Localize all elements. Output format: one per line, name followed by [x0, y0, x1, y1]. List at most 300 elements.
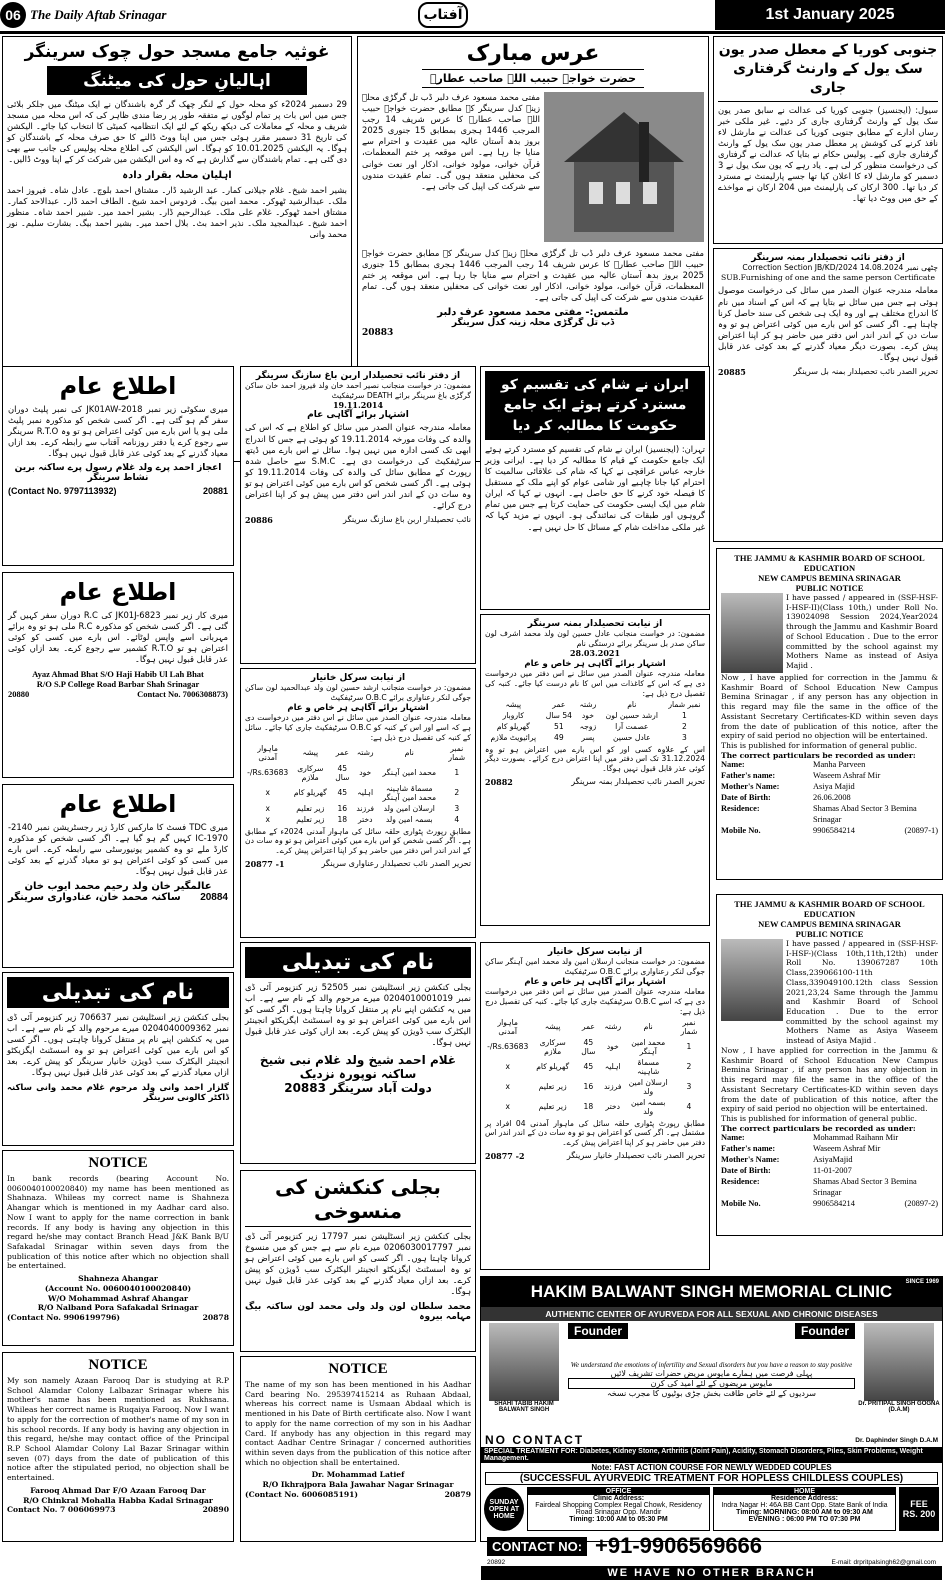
name-change-ad-1 [2, 972, 234, 1146]
clinic-number: 20892 [487, 1559, 506, 1566]
field-key: Mother's Name: [721, 782, 780, 792]
table-cell: 45 سال [335, 763, 350, 782]
notice1-name: Shahneza Ahangar [78, 1274, 158, 1284]
field-value: Shamas Abad Sector 3 Bemina Srinagar [813, 804, 917, 825]
south-korea-body: سیول: (ایجنسیز) جنوبی کوریا کی عدالت نے سابق صدر یون سک یول کے وارنٹ گرفتاری جاری کر دئیے۔ غیر ملکی خبر رساں ادارے کے مطابق جنوبی کوریا کی عدالت نے مارشل لاء نافذ کرنے کی کوشش پر معطل صدر یون سک یول کے وارنٹ گرفتاری جاری کیے۔ پولیس حکام نے بتایا کہ عدالت نے گرفتاری کی درخواست منظور کر لی ہے۔ یاد رہے کہ یون سک یول نے 3 دسمبر کو مارشل لاء کا اعلان کیا تھا جسے پارلیمنٹ نے مسترد کر دیا تھا۔ 300 ارکان کی پارلیمنٹ میں 204 ارکان نے مواخذے کے حق میں ووٹ دیا تھا۔ [718, 104, 939, 204]
table-cell: 16 [337, 803, 348, 813]
clinic-phone: +91-9906569666 [595, 1533, 763, 1558]
correction2-heading: از نیابت تحصیلدار بمنہ سرینگر [527, 619, 663, 629]
ghausia-signoff: اہلیان محلہ بقرار دادہ [122, 169, 232, 181]
field-value: AsiyaMajid [813, 1155, 853, 1165]
table-cell: Rs.63683/- [247, 768, 289, 778]
col-head: ماہوار آمدنی [497, 1017, 518, 1036]
south-korea-article [713, 36, 943, 244]
clinic-urdu2: مایوس مریضوں کے لئے امید کی کرن [568, 1378, 855, 1389]
ghausia-names: بشیر احمد شیخ۔ غلام جیلانی کمار۔ عبد الرشید ڈار۔ مشتاق احمد بلوچ۔ عادل شاہ۔ فیروز احمد ملک۔ عبدالرشید ٹھوکر۔ محمد امین بیگ۔ فردوس احمد شیخ۔ الطاف احمد ڈار۔ عبدالاحد کمار۔ مشتاق احمد ٹھوکر۔ غلام علی ملک۔ عبدالرحیم ڈار۔ بشیر احمد میر۔ شبیر احمد شاہ۔ منظور احمد شیخ۔ عبدالمجید ملک۔ نذیر احمد بٹ۔ بلال احمد میر۔ بشیر احمد بیگ۔ بشارت سلیم۔ نور محمد وانی [7, 184, 347, 239]
urs-address: ڈب تل گرگڑی محلہ زینہ کدل سرینگر [451, 318, 615, 329]
col-head: نام [627, 699, 637, 709]
jkbose1-body2: Now , I have applied for correction in the Jammu & Kashmir Board of School Education New Campus Bemina Srinagar , if any person has any objection in this regard may file the same in the office of the Assistant Secretary Certificates-KD within seven days from the date of publication of this notice, after the expiry of said period no objection will be entertained. [721, 673, 938, 741]
table-cell: 1 [682, 710, 687, 720]
table-cell: خود [581, 710, 594, 720]
death-certificate-notice [240, 366, 476, 664]
correction2-intro: اشتہار برائے آگاہی ہر خاص و عام [524, 659, 666, 670]
clinic-doctor: Dr. Daphinder Singh D.A.M [855, 1436, 938, 1444]
cancel-conn-body: بجلی کنکشن زیر انسٹلیشن نمبر 17797 زیر کنزیومر آئی ڈی نمبر 0206030017797 میرے نام سے ہے جس کو میں منسوخ کروانا چاہتا ہوں۔ اگر کسی کو اس بارے میں کوئی اعتراض ہو تو وہ اسسٹنٹ ایگزیکٹو انجینئر الیکٹرک سب ڈویژن کو پیش کرے۔ بعد ازاں معیاد گذرنے کے بعد کوئی عذر قابل قبول نہیں ہوگا۔ [245, 1231, 472, 1297]
clinic-advertisement [480, 1276, 943, 1579]
urs-subtitle: حضرت خواجہ حبیب اللہ صاحب عطارؒ [422, 69, 644, 88]
table-cell: 3 [454, 803, 460, 813]
obc2-subject: مضمون: در خواست منجانب ارسلان امین ولد محمد امین آہنگر ساکن جوگی لنکر رعناواری برائے O.B.C سرٹیفکیٹ [485, 957, 705, 976]
table-cell: ارسلان امین ولد [383, 803, 435, 813]
name-change1-body: بجلی کنکشن زیر انسٹلیشن نمبر 706637 زیر کنزیومر آئی ڈی نمبر 0204040009362 میرے مرحوم والد کے نام سے ہے۔ اب میں یہ کنکشن اپنے نام پر منتقل کروانا چاہتی ہوں۔ اگر کسی کو اس بارے میں کوئی اعتراض ہو تو وہ اسسٹنٹ ایگزیکٹو انجینئر الیکٹرک سب ڈویژن خانیار سرینگر کو پیش کرے۔ بعد ازاں معیاد گذرنے کے بعد کوئی عذر قابل قبول نہیں ہوگا۔ [7, 1012, 230, 1078]
table-cell: محمد امین آہنگر [382, 768, 437, 778]
clinic-tagline: AUTHENTIC CENTER OF AYURVEDA FOR ALL SEXUAL AND CHRONIC DISEASES [481, 1307, 942, 1321]
ilan-aam-ad-2 [2, 572, 234, 778]
table-cell: 45 [337, 788, 348, 798]
ilan3-number: 20884 [200, 892, 228, 904]
name-change2-signoff: غلام احمد شیخ ولد غلام نبی شیخ ساکنہ نوپورہ نزدیک [259, 1052, 457, 1081]
table-cell: 3 [686, 1082, 692, 1092]
cancel-conn-title: بجلی کنکشن کی منسوخی [245, 1175, 471, 1227]
cancel-conn-signoff: محمد سلطان لون ولد ولی محمد لون ساکنہ بیگ مہامہ بیروہ [245, 1301, 471, 1322]
table-cell: گھریلو کام [293, 788, 327, 798]
deati-intro: اشتہار برائے آگاہی عام [307, 410, 409, 421]
clinic-no-contact: NO CONTACT [485, 1433, 585, 1447]
table-cell: 16 [583, 1082, 594, 1092]
table-row [245, 763, 471, 783]
correction2-date: 28.03.2021 [569, 648, 621, 659]
table-row [485, 1077, 705, 1097]
clinic-slogan: (SUCCESSFUL AYURVEDIC TREATMENT FOR HOPLESS CHILDLESS COUPLES) [485, 1472, 938, 1485]
sunday-badge: SUNDAY OPEN AT HOME [484, 1487, 524, 1531]
ilan2-contact: Contact No. 7006308873) [137, 689, 228, 700]
fee-label: FEE [910, 1499, 928, 1509]
jkbose1-campus: NEW CAMPUS BEMINA SRINAGAR [758, 573, 901, 583]
jkbose1-title: PUBLIC NOTICE [795, 583, 864, 593]
founder-right-name: Dr. PRITIPAL SINGH GOGNA (D.A.M) [858, 1401, 940, 1413]
deati-heading: از دفتر نائب تحصیلدار اربن باغ سازنگ سرینگر [255, 371, 461, 381]
col-head: پیشہ [302, 748, 319, 758]
obc1-body2: مطابق رپورٹ پٹواری حلقہ سائل کی ماہوار آمدنی 2024ء کے مطابق ہے۔ اگر کسی شخص کو اس بارے میں کوئی اعتراض ہو تو وہ سات دن کے اندر اندر اس دفتر میں حاضر ہو کر اپنا اعتراض پیش کرے۔ [245, 826, 471, 856]
jkbose1-org: THE JAMMU & KASHMIR BOARD OF SCHOOL EDUCATION [734, 553, 925, 573]
table-cell: خود [606, 1042, 619, 1052]
field-row [721, 760, 938, 771]
table-cell: بسمہ امین ولد [631, 1097, 666, 1116]
table-cell: اہلیہ [357, 788, 374, 798]
home-address: Indra Nagar H: 46A BB Cant Opp. State Bank of India [721, 1502, 888, 1509]
home-morning: Timing: MORNING: 08:00 AM to 09:30 AM [736, 1509, 873, 1516]
table-cell: محمد امین آہنگر [631, 1037, 666, 1056]
ilan1-body: میری سکوٹی زیر نمبر JK01AW-2018 کی نمبر پلیٹ دوران سفر گم ہو گئی ہے۔ اگر کسی شخص کو مذکورہ نمبر پلیٹ ملی ہو یا اس بارے میں کوئی اعتراض ہو تو وہ R.T.O سرینگر سے رجوع کرے یا دفتر روزنامہ آفتاب سے رابطہ کرے۔ بعد ازاں معیاد گذرنے کے بعد کوئی عذر قابل قبول نہیں ہوگا۔ [8, 404, 229, 459]
table-cell: فرزند [603, 1082, 622, 1092]
jkbose2-org: THE JAMMU & KASHMIR BOARD OF SCHOOL EDUCATION [734, 899, 925, 919]
table-row [485, 721, 705, 732]
office-address: Fairdeal Shopping Complex Regal Chowk, Residency Road Srinagar Opp. Mandir [535, 1502, 702, 1516]
founder-photo-left [489, 1323, 559, 1401]
col-head: ماہوار آمدنی [257, 743, 278, 762]
table-cell: سرکاری ملازم [297, 763, 324, 782]
ilan2-signoff: Ayaz Ahmad Bhat S/O Haji Habib Ul Lah Bhat [32, 669, 204, 680]
deati-body: معاملہ مندرجہ عنوان الصدر میں سائل کو اطلاع ہے کہ اس کی والدہ کی وفات مورخہ 19.11.2014 کو ہوئی ہے جس کا اندراج ابھی تک کسی ادارہ میں نہیں ہوا۔ سائل نے اس بارے میں ڈیتھ سرٹیفکیٹ کی درخواست دی ہے۔ S.M.C سے حاصل شدہ رپورٹ کے مطابق سائل کی والدہ کی وفات 19.11.2014 کو ہوئی ہے۔ اگر کسی شخص کو اس بارے میں کوئی اعتراض ہو تو وہ سات دن کے اندر اندر اس دفتر میں پیش ہو کر اپنا اعتراض درج کرائے۔ [245, 422, 471, 511]
issue-date: 1st January 2025 [715, 0, 945, 30]
founder-photo-right [864, 1323, 934, 1401]
col-head: نمبر شمار [680, 1017, 698, 1036]
field-key: Father's name: [721, 1144, 776, 1154]
tehsildar-number: 20885 [718, 367, 746, 378]
field-key: Father's name: [721, 771, 776, 781]
obc-notice-2 [480, 942, 710, 1270]
field-key: Date of Birth: [721, 793, 771, 803]
table-cell: x [505, 1062, 510, 1072]
home-label: Residence Address: [770, 1495, 839, 1502]
ilan2-number: 20880 [8, 689, 30, 700]
deati-subject: مضمون: در خواست منجانب نصیر احمد خان ولد فیروز احمد خان ساکن گرگڑی باغ سرینگر برائے DEATH سرٹیفکیٹ [245, 381, 471, 400]
notice2-number: 20890 [202, 1505, 229, 1515]
notice3-contact: (Contact No. 6006085191) [245, 1489, 359, 1499]
col-head: رشتہ [356, 748, 374, 758]
field-key: Name: [721, 760, 745, 770]
field-row [721, 1155, 938, 1166]
fee-badge [899, 1487, 939, 1531]
field-row [721, 804, 938, 826]
urs-signoff: ملتمس:- مفتی محمد مسعود عرف دلبر [437, 307, 629, 319]
field-row [721, 1177, 938, 1199]
table-cell: ارشد حسین لون [605, 710, 658, 720]
name-change1-title: نام کی تبدیلی [7, 977, 229, 1008]
table-cell: 18 [337, 814, 348, 824]
table-cell: زیر تعلیم [296, 803, 325, 813]
table-cell: ارسلان امین ولد [628, 1077, 668, 1096]
field-key: Name: [721, 1133, 745, 1143]
table-cell: گھریلو کام [536, 1062, 570, 1072]
tehsildar-notice [713, 248, 943, 542]
jkbose2-body: I have passed / appeared in (SSF-HSF-I-HSF-)(Class 10th,11th,12th) under Roll No. 139067287 10th Class,239066100-11th Class,339049100.12th class Session 2021,23,24 Same through the Jammu and Kashmir Board of School Education . Due to the error committed by the school against my Mothers Name as Asiya Waseem instead of Asiya Majid . [786, 939, 938, 1046]
table-cell: کاروبار [502, 710, 524, 720]
notice2-name: Farooq Ahmad Dar F/O Azaan Farooq Dar [30, 1485, 206, 1495]
notice2-contact: Contact No. 7 006069973 [7, 1505, 116, 1515]
ilan-aam-ad-3 [2, 784, 234, 968]
urs-number: 20883 [362, 328, 394, 339]
table-cell: x [505, 1102, 510, 1112]
table-cell: سرکاری ملازم [539, 1037, 566, 1056]
table-cell: 51 [554, 721, 564, 731]
field-key: Residence: [721, 1177, 760, 1187]
col-head: پیشہ [544, 1022, 561, 1032]
jkbose1-number: (20897-1) [904, 826, 938, 835]
clinic-no-branch: WE HAVE NO OTHER BRANCH [481, 1566, 942, 1580]
urs-title: عرس مبارک [466, 41, 600, 66]
field-key: Mother's Name: [721, 1155, 780, 1165]
table-cell: بسمہ امین ولد [385, 814, 433, 824]
col-head: رشتہ [604, 1022, 622, 1032]
field-value: Waseem Ashraf Mir [813, 1144, 881, 1154]
jkbose-notice-2 [716, 894, 943, 1236]
correction2-subject: مضمون: در خواست منجانب عادل حسین لون ولد محمد اشرف لون ساکن صدر بل سرینگر برائے درستگی نام [485, 629, 705, 648]
south-korea-title: جنوبی کوریا کے معطل صدر یون سک یول کے وارنٹ گرفتاری جاری [718, 41, 938, 102]
obc-notice-1 [240, 668, 476, 938]
clinic-urdu1: پہلی فرصت میں ہمارے مایوس مریض حضرات تشریف لائیں [610, 1369, 813, 1378]
field-row [721, 771, 938, 782]
jkbose1-body4: The correct particulars be recorded as under: [721, 750, 916, 760]
shrine-photo [544, 92, 704, 242]
table-cell: فرزند [356, 803, 375, 813]
jkbose1-body3: This is published for information of general public. [721, 741, 917, 751]
table-cell: x [505, 1082, 510, 1092]
table-cell: 4 [686, 1102, 692, 1112]
field-value: Mohammad Raihann Mir [813, 1133, 899, 1143]
notice2-address: R/O Chinkral Mohalla Habba Kadal Srinagar [23, 1495, 213, 1505]
obc2-body: معاملہ مندرجہ عنوان الصدر میں سائل نے اس دفتر میں درخواست دی ہے کہ اسے O.B.C سرٹیفکیٹ جاری کیا جائے۔ کنبہ کی تفصیل درج ذیل ہے: [485, 987, 705, 1016]
col-head: عمر [581, 1022, 595, 1032]
field-value: 26.06.2008 [813, 793, 851, 803]
field-key: Mobile No. [721, 1198, 761, 1208]
name-change2-body: بجلی کنکشن زیر انسٹلیشن نمبر 52505 زیر کنزیومر آئی ڈی نمبر 0204010001019 میرے مرحوم والد کے نام سے ہے۔ اب میں یہ کنکشن اپنے نام پر منتقل کروانا چاہتا ہوں۔ اگر کسی کو اس بارے میں کوئی اعتراض ہو تو وہ اسسٹنٹ ایگزیکٹو انجینئر الیکٹرک سب ڈویژن کو پیش کرے۔ بعد ازاں کوئی عذر قابل قبول نہیں ہوگا۔ [245, 982, 471, 1048]
ghausia-body: 29 دسمبر 2024ء کو محلہ حول کے لنگر چھک گر گرہ باشندگان نے ایک میٹنگ میں جلکر بلائی جس میں اس بات پر تمام لوگوں نے متفقہ طور پر رضا مندی ظاہر کی کہ اس محلہ میں مسجد شریف و محلہ کے معاملات کی دیکھ ریکھ کے لئے ایک انتظامیہ کمیٹی کا انتخاب کیا جائے۔ الیکشن کی تاریخ 31 دسمبر مقرر ہوئی جس میں اپنا ووٹ ڈالنے کا حق صرف محلہ کے باشندگان کو ہوگا۔ یہ الیکشن 10.01.2025 کو ہوگا۔ اس الیکشن کی اطلاع محلہ پولیس کی جانب سے بھی دی گئی ہے۔ تمام باشندگان سے گذارش ہے کہ وہ اس الیکشن میں شرکت کر کے اپنا ووٹ ڈالیں۔ [7, 99, 347, 165]
table-cell: 1 [454, 768, 460, 778]
obc2-intro: اشتہار برائے آگاہی ہر خاص و عام [524, 977, 666, 988]
name-change-ad-2 [240, 942, 476, 1164]
obc1-signoff: تحریر الصدر نائب تحصیلدار رعناواری سرینگر [321, 858, 471, 868]
ilan-aam-ad-1 [2, 366, 234, 566]
contact-label: CONTACT NO: [487, 1537, 587, 1556]
obc1-number: 20877 -1 [245, 858, 285, 869]
notice3-name: Dr. Mohammad Latief [311, 1470, 405, 1480]
obc1-body: معاملہ مندرجہ عنوان الصدر میں سائل نے اس دفتر میں درخواست دی ہے کہ اسے اور اس کے کنبہ کو O.B.C سرٹیفکیٹ جاری کیا جائے۔ سائل کے کنبہ کی تفصیل درج ذیل ہے: [245, 713, 471, 742]
jkbose2-body4: The correct particulars be recorded as under: [721, 1123, 916, 1133]
col-head: رشتہ [579, 699, 597, 709]
home-evening: EVENING : 06:00 PM TO 07:30 PM [748, 1516, 861, 1523]
table-row [485, 1057, 705, 1077]
table-row [245, 814, 471, 825]
obc1-subject: مضمون: در خواست منجانب ارشد حسین لون ولد عبدالحمید لون ساکن جوگی لنکر رعناواری برائے O.B.C سرٹیفکیٹ [245, 683, 471, 702]
field-key: Mobile No. [721, 826, 761, 835]
col-head: نمبر شمار [448, 743, 466, 762]
iran-article [480, 366, 710, 610]
col-head: عمر [335, 748, 349, 758]
ilan2-address: R/O S.P College Road Barbar Shah Srinagar [36, 679, 200, 690]
urs-body: مفتی محمد مسعود عرف دلبر ڈب تل گرگڑی محلہ زینہ کدل سرینگر کے مطابق حضرت خواجہ حبیب اللہ صاحب عطارؒ کا عرس شریف 14 رجب المرجب 1446 ہجری بمطابق 15 جنوری 2025 بروز بدھ آستان عالیہ میں عقیدت و احترام سے منایا جا رہا ہے۔ اس موقعہ پر ختم المعظمات، قرآن خوانی، مولود خوانی، اذکار اور نعت خوانی کی محفلیں منعقد ہوں گی۔ تمام عقیدت مندوں سے شرکت کی اپیل کی جاتی ہے۔ [362, 92, 541, 191]
obc2-table [485, 1017, 705, 1117]
correction2-number: 20882 [485, 776, 513, 787]
clinic-quote: We understand the emotions of infertility and Sexual disorders but you have a reason to stay positive [570, 1361, 853, 1369]
table-cell: x [265, 814, 270, 824]
table-header [485, 1017, 705, 1037]
table-cell: x [265, 788, 270, 798]
field-value: Waseem Ashraf Mir [813, 771, 881, 781]
table-cell: زوجہ [579, 721, 597, 731]
obc1-table [245, 743, 471, 825]
table-cell: 2 [686, 1062, 692, 1072]
page-number: 06 [0, 2, 26, 28]
table-cell: 18 [583, 1102, 594, 1112]
jkbose2-title: PUBLIC NOTICE [795, 929, 864, 939]
connection-cancellation-ad [240, 1170, 476, 1352]
student-photo [721, 939, 783, 1021]
table-cell: زیر تعلیم [296, 814, 325, 824]
col-head: نام [404, 748, 414, 758]
clinic-since: SINCE 1969 [905, 1279, 939, 1285]
table-header [485, 699, 705, 710]
office-title: OFFICE [528, 1488, 709, 1495]
founder-label-right: Founder [795, 1323, 855, 1339]
field-value: Asiya Majid [813, 782, 855, 792]
correction2-body2: اس کے علاوہ کسی اور کو اس بارے میں اعتراض ہو تو وہ 31.12.2024 تک اس دفتر میں اپنا اعتراض درج کرائے۔ بصورت دیگر کوئی عذر قابل قبول نہیں ہوگا۔ [485, 744, 705, 774]
table-cell: دختر [605, 1102, 621, 1112]
notice-school-records [2, 1352, 234, 1542]
correction2-signoff: تحریر الصدر نائب تحصیلدار بمنہ سرینگر [571, 776, 705, 786]
table-cell: 4 [454, 814, 460, 824]
ilan1-title: اطلاع عام [59, 372, 177, 400]
jkbose2-body2: Now , I have applied for correction in the Jammu & Kashmir Board of School Education New Campus Bemina Srinagar , if any person has any objection in this regard may file the same in the office of the Assistant Secretary Certificates-KD within seven days from the date of publication of this notice, after the expiry of said period no objection will be entertained. [721, 1045, 938, 1114]
notice1-contact: (Contact No. 9906199796) [7, 1313, 121, 1323]
clinic-email: E-mail: drpritpalsingh62@gmail.com [831, 1559, 936, 1566]
ilan1-signoff: اعجاز احمد پرے ولد غلام رسول پرے ساکنہ برین نشاط سرینگر [14, 463, 222, 484]
clinic-urdu3: سردیوں کے لئے خاص طاقت بخش جڑی بوٹیوں کا مجرب نسخہ [607, 1389, 816, 1398]
field-row [721, 793, 938, 804]
clinic-note: Note: FAST ACTION COURSE FOR NEWLY WEDDED COUPLES [591, 1463, 832, 1472]
deati-date: 19.11.2014 [332, 400, 384, 411]
notice1-address: R/O Nalband Pora Safakadal Srinagar [37, 1303, 199, 1313]
ghausia-title: غوثیہ جامع مسجد حول چوک سرینگر [24, 42, 330, 62]
obc1-intro: اشتہار برائے آگاہی ہر خاص و عام [287, 703, 429, 714]
ilan3-title: اطلاع عام [59, 790, 177, 818]
clinic-name: HAKIM BALWANT SINGH MEMORIAL CLINIC [530, 1282, 893, 1301]
tehsildar-sub: SUB.Furnishing of one and the same person Certificate [721, 272, 935, 282]
table-cell: مسماۃ شاہینہ محمد امین آہنگر [382, 783, 437, 802]
field-row [721, 1199, 938, 1210]
table-row [485, 710, 705, 721]
field-value: Shamas Abad Sector 3 Bemina Srinagar [813, 1177, 917, 1197]
ilan1-contact: (Contact No. 9797113932) [8, 486, 117, 497]
header-left [0, 0, 230, 30]
ilan2-title: اطلاع عام [59, 578, 177, 606]
field-value: 9906584214 [813, 826, 855, 835]
field-row [721, 782, 938, 793]
field-row [721, 826, 938, 837]
table-cell: گھریلو کام [496, 721, 530, 731]
urs-body-more: مفتی محمد مسعود عرف دلبر ڈب تل گرگڑی محلہ زینہ کدل سرینگر کے مطابق حضرت خواجہ حبیب اللہ صاحب عطارؒ کا عرس شریف 14 رجب المرجب 1446 ہجری بمطابق 15 جنوری 2025 بروز بدھ آستان عالیہ میں عقیدت و احترام سے منایا جا رہا ہے۔ اس موقعہ پر ختم المعظمات، قرآن خوانی، مولود خوانی، اذکار اور نعت خوانی کی محفلیں منعقد ہوں گی۔ تمام عقیدت مندوں سے شرکت کی اپیل کی جاتی ہے۔ [362, 248, 704, 303]
field-value: Manha Parveen [813, 760, 866, 770]
notice2-title: NOTICE [88, 1357, 148, 1373]
jkbose-notice-1 [716, 548, 943, 880]
table-cell: Rs.63683/- [487, 1042, 529, 1052]
table-cell: 1 [686, 1042, 692, 1052]
founder-label-left: Founder [568, 1323, 628, 1339]
tehsildar-signoff: تحریر الصدر نائب تحصیلدار بمنہ بل سرینگر [793, 367, 938, 377]
notice3-address: R/O Ikhrajpora Bala Jawahar Nagar Srinagar [262, 1480, 454, 1490]
office-label: Clinic Address: [592, 1495, 645, 1502]
name-change2-title: نام کی تبدیلی [245, 947, 471, 978]
home-title: HOME [714, 1488, 895, 1495]
table-cell: عادل حسین [612, 732, 651, 742]
paper-name: The Daily Aftab Srinagar [30, 7, 167, 22]
name-change1-signoff: گلزار احمد وانی ولد مرحوم غلام محمد وانی ساکنہ ڈاکٹر کالونی سرینگر [7, 1082, 229, 1103]
iran-body: تہران: (ایجنسیز) ایران نے شام کی تقسیم کو مسترد کرتے ہوئے ایک جامع حکومت کے قیام کا مطالبہ کر دیا ہے۔ ایرانی وزیر خارجہ عباس عراقچی نے کہا کہ شام کی علاقائی سالمیت کا احترام کیا جانا چاہیے اور شامی عوام کو اپنے ملک کے مستقبل کا فیصلہ خود کرنے کا حق حاصل ہے۔ انہوں نے کہا کہ ایران شام میں ایک ایسی حکومت کی حمایت کرتا ہے جس میں تمام گروہوں اور طبقات کی نمائندگی ہو۔ انہوں نے مزید کہا کہ غیر ملکی مداخلت شام کے مسائل کا حل نہیں ہے۔ [485, 443, 705, 532]
header-rule [0, 31, 945, 34]
table-row [245, 803, 471, 814]
field-key: Residence: [721, 804, 760, 814]
table-cell: 2 [682, 721, 687, 731]
col-head: نام [643, 1022, 653, 1032]
tehsildar-subject: چٹھی نمبر 14.08.2024 Correction Section JB/KD/2024 [742, 263, 938, 272]
table-row [485, 1037, 705, 1057]
correction2-body: معاملہ مندرجہ عنوان الصدر میں سائل نے اس دفتر میں درخواست دی ہے کہ اس کے کاغذات میں اس کا نام درست کیا جائے۔ کنبہ کی تفصیل درج ذیل ہے: [485, 669, 705, 698]
table-cell: زیر تعلیم [538, 1082, 567, 1092]
table-header [245, 743, 471, 763]
table-cell: مسماۃ شاہینہ [637, 1057, 660, 1076]
obc2-body2: مطابق رپورٹ پٹواری حلقہ سائل کی ماہوار آمدنی 04 افراد پر مشتمل ہے۔ اگر کسی کو اعتراض ہو تو وہ سات دن کے اندر اندر اس دفتر میں حاضر ہو کر اپنا اعتراض پیش کرے۔ [485, 1118, 705, 1148]
notice1-title: NOTICE [88, 1155, 148, 1171]
name-change2-number: 20883 دولت آباد سرینگر [284, 1080, 432, 1095]
table-cell: پرائیویٹ ملازم [490, 732, 537, 742]
table-row [485, 732, 705, 743]
field-row [721, 1144, 938, 1155]
name-correction-notice [480, 614, 710, 926]
table-row [485, 1097, 705, 1117]
masthead-logo: آفتاب [418, 2, 468, 28]
ghausia-subtitle: اہالیانِ حول کی میٹنگ [47, 66, 307, 95]
table-cell: اہلیہ [604, 1062, 621, 1072]
notice1-account: (Account No. 0060040100020840) [44, 1283, 192, 1293]
ilan2-body: میری کار زیر نمبر JK01J-6823 کی R.C دوران سفر کہیں گر گئی ہے۔ اگر کسی شخص کو مذکورہ R.C ملی ہو تو وہ برائے مہربانی اسے واپس لوٹائے۔ اس بارے میں کسی کو کوئی اعتراض ہو تو R.T.O کشمیر سے رجوع کرے۔ بعد ازاں کوئی عذر قابل قبول نہیں ہوگا۔ [8, 610, 228, 665]
iran-title: ایران نے شام کی تقسیم کو مسترد کرتے ہوئے ایک جامع حکومت کا مطالبہ کر دیا [485, 371, 705, 440]
clinic-special: SPECIAL TREATMENT FOR: Diabetes, Kidney Stone, Arthritis (Joint Pain), Acidity, Stomach Disorders, Piles, Skin Problems, Weight Management. [481, 1447, 942, 1463]
tehsildar-body: معاملہ مندرجہ عنوان الصدر میں سائل کی درخواست موصول ہوئی ہے جس میں سائل نے بتایا ہے کہ اس کے اسناد میں نام کا اندراج مختلف ہے اور وہ ایک ہی شخص کی سند حاصل کرنا چاہتا ہے۔ اگر کسی کو اس بارے میں کوئی اعتراض ہو تو وہ سات دن کے اندر اندر اس دفتر میں حاضر ہو کر اپنا اعتراض پیش کرے۔ بصورت دیگر معیاد گذرنے کے بعد کوئی عذر قابل قبول نہیں ہوگا۔ [718, 285, 938, 362]
notice3-title: NOTICE [328, 1361, 388, 1377]
shrine-illustration [544, 92, 704, 242]
student-photo [721, 593, 783, 673]
founder-left-name: SHAHI TABIB HAKIM BALWANT SINGH [494, 1401, 554, 1413]
field-row [721, 1133, 938, 1144]
correction2-table [485, 699, 705, 743]
table-cell: دختر [357, 814, 373, 824]
table-cell: 49 [554, 732, 564, 742]
table-cell: 45 سال [581, 1037, 596, 1056]
notice1-body: In bank records (bearing Account No. 0060040100020840) my name has been mentioned as Shahnaza. Whileas my correct name is Shahneza Ahangar which is mentioned in my Aadhar card also. Now I want to apply for the name correction in bank records. If any body is having any objection in this regard he/she may contact Branch Head J&K Bank B/U Safakadal Srinagar within seven days from the publication of this notice after which no objection shall be entertained. [7, 1174, 229, 1271]
table-row [245, 783, 471, 803]
deati-signoff: نائب تحصیلدار اربن باغ سازنگ سرینگر [343, 515, 471, 525]
obc2-signoff: تحریر الصدر نائب تحصیلدار خانیار سرینگر [566, 1150, 705, 1160]
notice-aadhar-correction [240, 1356, 476, 1542]
table-cell: 45 [583, 1062, 594, 1072]
notice3-number: 20879 [444, 1489, 471, 1499]
table-cell: 3 [682, 732, 687, 742]
jkbose2-campus: NEW CAMPUS BEMINA SRINAGAR [758, 919, 901, 929]
notice1-number: 20878 [202, 1313, 229, 1323]
ilan3-signoff: عالمگیر خان ولد رحیم محمد ایوب خان [24, 881, 212, 893]
table-cell: عصمت آرا [615, 721, 649, 731]
table-cell: زیر تعلیم [538, 1102, 567, 1112]
table-cell: 54 سال [545, 710, 572, 720]
col-head: پیشہ [505, 699, 522, 709]
ilan3-address: ساکنہ محمد خان، عنادواری سرینگر [8, 892, 181, 904]
jkbose2-number: (20897-2) [904, 1198, 938, 1208]
notice1-relation: W/O Mohammad Ashraf Ahangar [47, 1293, 189, 1303]
obc1-heading: از نیابت سرکل خانیار [310, 673, 406, 683]
obc2-heading: از نیابت سرکل خانیار [547, 947, 643, 957]
tehsildar-heading: از دفتر نائب تحصیلدار بمنہ سرینگر [751, 253, 905, 263]
notice-bank-records [2, 1150, 234, 1346]
col-head: نمبر شمار [668, 699, 701, 709]
table-cell: خود [359, 768, 372, 778]
ilan1-number: 20881 [202, 486, 228, 497]
field-value: 9906584214 [813, 1198, 855, 1208]
field-key: Date of Birth: [721, 1166, 771, 1176]
jkbose1-body: I have passed / appeared in (SSF-HSF-I-HSF-II)(Class 10th,) under Roll No. 139024098 Session 2024,Year2024 through the Jammu and Kashmir Board of School Education . Due to the error committed by the school against my Mothers Name as instead of Asiya Majid . [786, 593, 938, 671]
notice3-body: The name of my son has been mentioned in his Aadhar Card bearing No. 295397415214 as Ruhaan Abdaal, whereas his correct name is Usmaan Abdaal which is mentioned in his Date of Birth certificate also. Now I want to apply for the name correction of my son in his Aadhar Card. If anybody has any objection in this regard may contact Aadhar Centre Srinagar / concerned authorities within seven days from the publication of this notice after which no objection shall be entertained. [245, 1380, 471, 1467]
ilan3-body: میری TDC فسٹ کا مارکس کارڈ زیر رجسٹریشن نمبر 2140-IC-1970 کہیں گم ہو گیا ہے۔ اگر کسی شخص کو مذکورہ کارڈ ملے تو وہ کشمیر یونیورسٹی سے رابطہ کرے۔ اس بارے میں کسی کو کوئی اعتراض ہو تو معیاد گذرنے کے بعد کوئی عذر قابل قبول نہیں ہوگا۔ [8, 822, 228, 877]
table-cell: x [265, 803, 270, 813]
